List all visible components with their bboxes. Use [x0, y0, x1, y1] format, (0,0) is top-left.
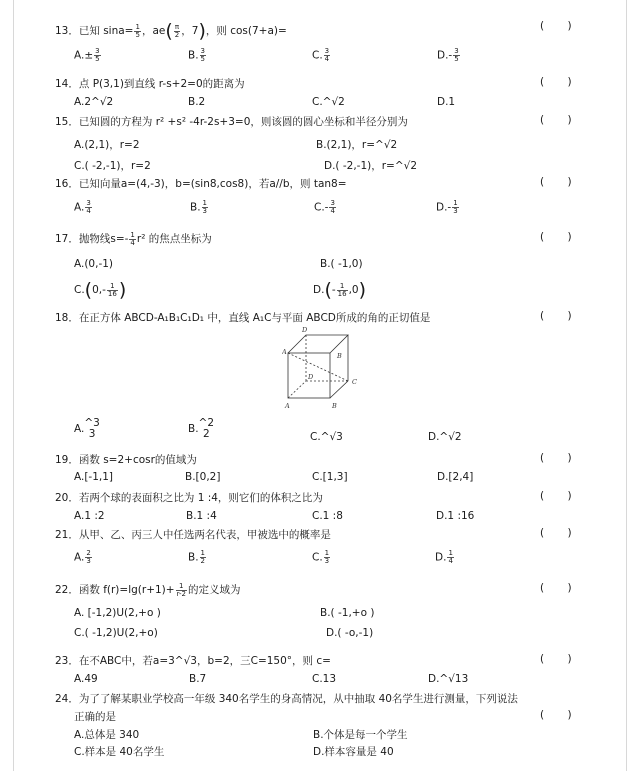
- question-20-option-d[interactable]: D.1 :16: [436, 510, 475, 522]
- question-18-option-c[interactable]: C.^√3: [310, 431, 343, 443]
- vertex-label: A: [285, 402, 290, 410]
- answer-bracket[interactable]: ( ): [540, 176, 572, 188]
- cube-top-face: [288, 335, 348, 353]
- question-16-option-d[interactable]: D.- $\frac{1}{3}$: [436, 199, 458, 215]
- question-19-option-d[interactable]: D.[2,4]: [437, 471, 474, 483]
- question-14-option-b[interactable]: B.2: [188, 96, 206, 108]
- question-14-stem: 14．点 P(3,1)到直线 r-s+2=0的距离为: [55, 78, 245, 90]
- question-13-option-d[interactable]: D.- $\frac{3}{5}$: [437, 47, 459, 63]
- answer-bracket[interactable]: ( ): [540, 490, 572, 502]
- question-20-stem: 20．若两个球的表面积之比为 1 :4，则它们的体积之比为: [55, 492, 323, 504]
- question-14-option-a[interactable]: A.2^√2: [74, 96, 114, 108]
- question-19-option-a[interactable]: A.[-1,1]: [74, 471, 114, 483]
- question-22-option-a[interactable]: A. [-1,2)U(2,+o ): [74, 607, 161, 619]
- question-15-option-c[interactable]: C.( -2,-1)，r=2: [74, 160, 151, 172]
- fraction: $\frac{1}{5}$: [135, 22, 140, 39]
- answer-bracket[interactable]: ( ): [540, 452, 572, 464]
- question-19-option-c[interactable]: C.[1,3]: [312, 471, 348, 483]
- question-17-stem: 17．抛物线s=- $\frac{1}{4}$ r² 的焦点坐标为: [55, 230, 212, 247]
- answer-bracket[interactable]: ( ): [540, 582, 572, 594]
- question-15-option-d[interactable]: D.( -2,-1)，r=^√2: [324, 160, 418, 172]
- question-23-option-c[interactable]: C.13: [312, 673, 337, 685]
- question-16-stem: 16．已知向量a=(4,-3)，b=(sin8,cos8)，若a//b，则 tan8=: [55, 178, 347, 190]
- cube-diagram: [282, 325, 360, 411]
- question-17-option-a[interactable]: A.(0,-1): [74, 258, 114, 270]
- answer-bracket[interactable]: ( ): [540, 653, 572, 665]
- question-23-stem: 23．在不ABC中，若a=3^√3，b=2，三C=150°，则 c=: [55, 655, 331, 667]
- answer-bracket[interactable]: ( ): [540, 20, 572, 32]
- question-24-option-a[interactable]: A.总体是 340: [74, 729, 140, 741]
- answer-bracket[interactable]: ( ): [540, 76, 572, 88]
- question-24-option-d[interactable]: D.样本容量是 40: [313, 746, 394, 758]
- question-20-option-c[interactable]: C.1 :8: [312, 510, 343, 522]
- cube-figure: [282, 325, 360, 411]
- question-15-option-b[interactable]: B.(2,1)，r=^√2: [316, 139, 398, 151]
- vertex-label: B: [332, 402, 337, 410]
- vertex-label: D: [308, 373, 314, 381]
- question-24-option-c[interactable]: C.样本是 40名学生: [74, 746, 165, 758]
- question-16-option-c[interactable]: C.- $\frac{3}{4}$: [314, 199, 335, 215]
- answer-bracket[interactable]: ( ): [540, 231, 572, 243]
- question-16-option-a[interactable]: A. $\frac{3}{4}$: [74, 199, 91, 215]
- question-18-stem: 18．在正方体 ABCD-A₁B₁C₁D₁ 中，直线 A₁C与平面 ABCD所成的角的正切值是: [55, 312, 431, 324]
- vertex-label: B: [337, 352, 342, 360]
- question-18-option-a[interactable]: A. ^3 3: [74, 417, 100, 440]
- cube-bottom-right-edge: [330, 381, 348, 398]
- question-22-option-b[interactable]: B.( -1,+o ): [320, 607, 375, 619]
- question-18-option-d[interactable]: D.^√2: [428, 431, 462, 443]
- cube-hidden-edge: [288, 381, 306, 398]
- question-24-stem: 24．为了了解某职业学校高一年级 340名学生的身高情况，从中抽取 40名学生进行测量，下列说法: [55, 693, 518, 705]
- question-20-option-a[interactable]: A.1 :2: [74, 510, 105, 522]
- question-13-option-b[interactable]: B. $\frac{3}{5}$: [188, 47, 206, 63]
- vertex-label: A: [282, 348, 287, 356]
- question-20-option-b[interactable]: B.1 :4: [186, 510, 217, 522]
- answer-bracket[interactable]: ( ): [540, 709, 572, 721]
- answer-bracket[interactable]: ( ): [540, 527, 572, 539]
- vertex-label: C: [352, 378, 357, 386]
- question-21-option-b[interactable]: B. $\frac{1}{2}$: [188, 549, 206, 565]
- question-13-option-c[interactable]: C. $\frac{3}{4}$: [312, 47, 330, 63]
- question-21-option-d[interactable]: D. $\frac{1}{4}$: [435, 549, 453, 565]
- question-24-stem-cont: 正确的是: [74, 711, 116, 723]
- question-13-option-a[interactable]: A.± $\frac{3}{5}$: [74, 47, 100, 63]
- question-21-option-a[interactable]: A. $\frac{2}{3}$: [74, 549, 91, 565]
- fraction: $\frac{\pi}{2}$: [174, 22, 180, 39]
- question-24-option-b[interactable]: B.个体是每一个学生: [313, 729, 408, 741]
- question-23-option-d[interactable]: D.^√13: [428, 673, 469, 685]
- answer-bracket[interactable]: ( ): [540, 114, 572, 126]
- question-15-option-a[interactable]: A.(2,1)，r=2: [74, 139, 140, 151]
- page-right-edge: [626, 0, 627, 771]
- question-22-stem: 22．函数 f(r)=lg(r+1)+ $\frac{1}{r-2}$ 的定义域为: [55, 581, 241, 598]
- question-21-stem: 21．从甲、乙、丙三人中任选两名代表，甲被选中的概率是: [55, 529, 331, 541]
- answer-bracket[interactable]: ( ): [540, 310, 572, 322]
- question-21-option-c[interactable]: C. $\frac{1}{3}$: [312, 549, 330, 565]
- question-23-option-a[interactable]: A.49: [74, 673, 98, 685]
- question-17-option-b[interactable]: B.( -1,0): [320, 258, 363, 270]
- question-19-option-b[interactable]: B.[0,2]: [185, 471, 221, 483]
- question-15-stem: 15．已知圆的方程为 r² +s² -4r-2s+3=0，则该圆的圆心坐标和半径分别为: [55, 116, 408, 128]
- vertex-label: D: [302, 326, 308, 334]
- question-14-option-d[interactable]: D.1: [437, 96, 456, 108]
- question-17-option-d[interactable]: D.(- $\frac{1}{16}$ ,0): [313, 279, 367, 301]
- question-19-stem: 19．函数 s=2+cosr的值域为: [55, 454, 197, 466]
- question-16-option-b[interactable]: B. $\frac{1}{3}$: [190, 199, 208, 215]
- question-17-option-c[interactable]: C.(0,- $\frac{1}{16}$ ): [74, 279, 127, 301]
- page-left-edge: [13, 0, 14, 771]
- question-18-option-b[interactable]: B. ^2 2: [188, 417, 215, 440]
- question-14-option-c[interactable]: C.^√2: [312, 96, 345, 108]
- question-23-option-b[interactable]: B.7: [189, 673, 207, 685]
- question-22-option-d[interactable]: D.( -o,-1): [326, 627, 374, 639]
- question-13-stem: 13．已知 sina= $\frac{1}{5}$ ，ae( $\frac{\pi}{2}$ ，7)，则 cos(7+a)=: [55, 20, 287, 42]
- question-22-option-c[interactable]: C.( -1,2)U(2,+o): [74, 627, 158, 639]
